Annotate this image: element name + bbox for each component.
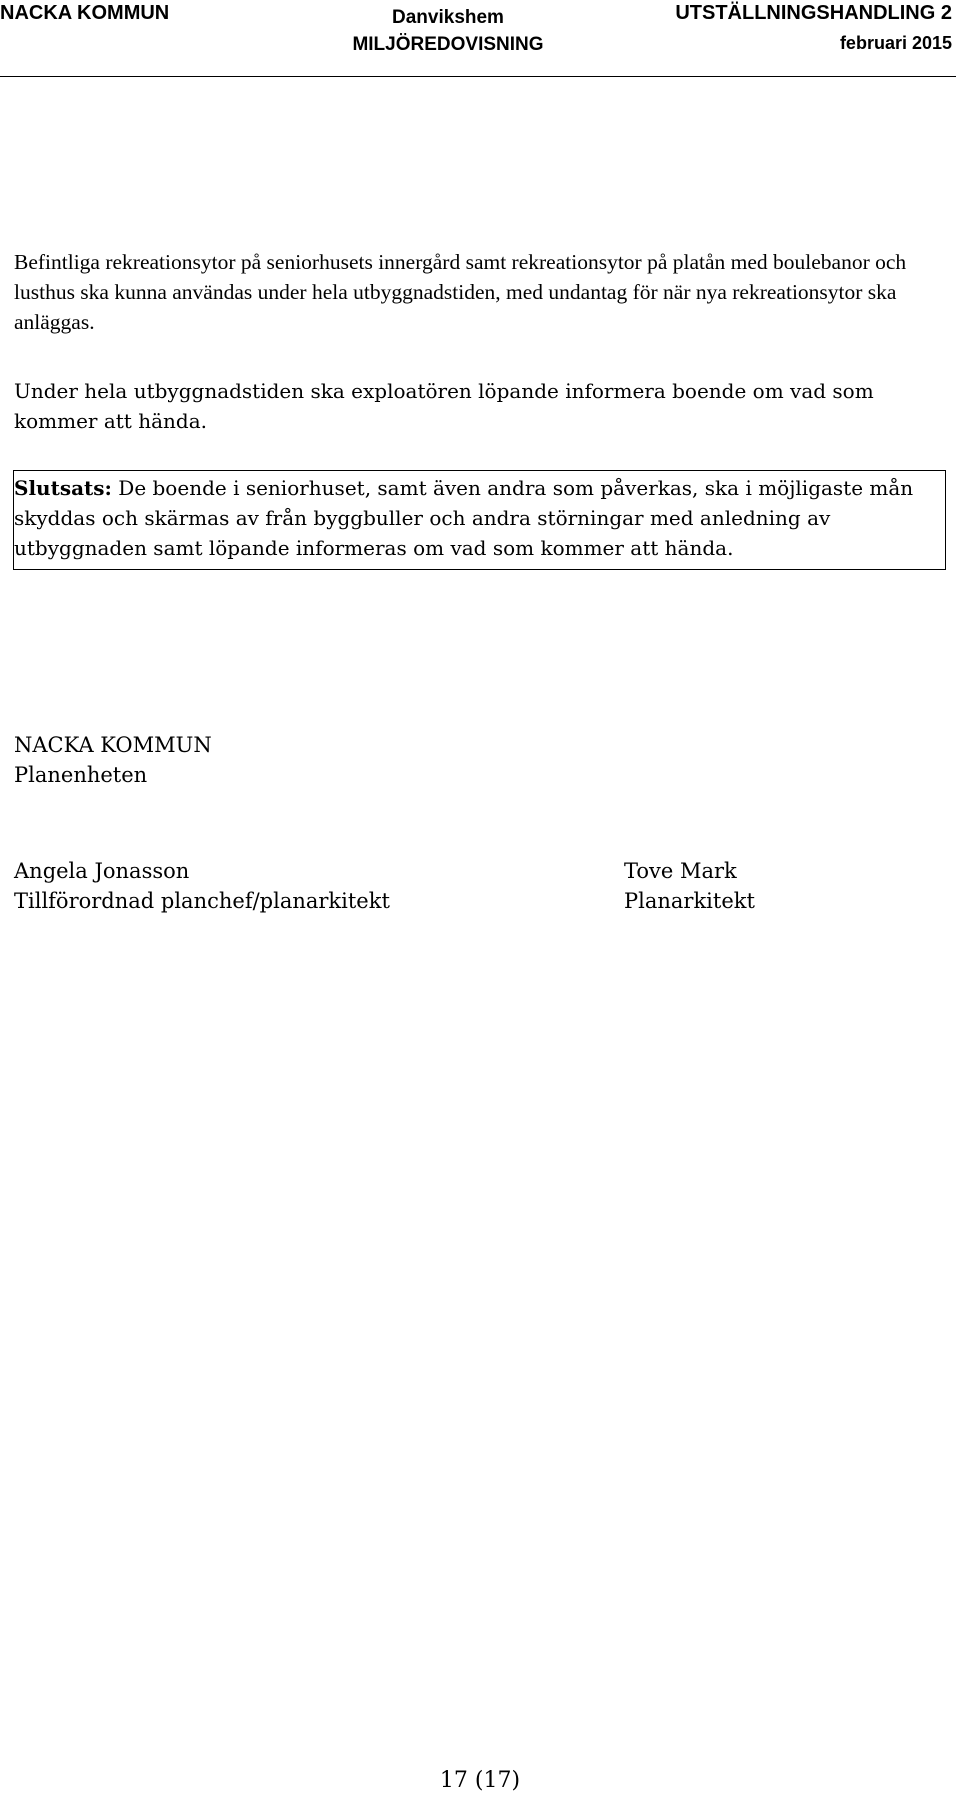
header-project: Danvikshem: [392, 7, 504, 28]
paragraph-information: Under hela utbyggnadstiden ska exploatören löpande informera boende om vad som kommer att hända.: [14, 379, 874, 433]
header-section: MILJÖREDOVISNING: [352, 34, 544, 55]
signer-2-name: Tove Mark: [624, 859, 737, 883]
conclusion-text: De boende i seniorhuset, samt även andra som påverkas, ska i möjligaste mån skyddas och skärmas av från byggbuller och andra störningar med anledning av utbyggnaden samt löpande informeras om vad som kommer att hända.: [14, 476, 914, 560]
signer-2-block: [624, 856, 755, 916]
header-document-type: UTSTÄLLNINGSHANDLING 2: [675, 2, 952, 24]
signer-1-title: Tillförordnad planchef/planarkitekt: [14, 889, 390, 913]
signer-1-name: Angela Jonasson: [14, 859, 190, 883]
signature-organization-block: [14, 730, 212, 790]
conclusion-box: [13, 470, 946, 570]
header-date: februari 2015: [839, 33, 952, 53]
header-document-info: [675, 2, 952, 53]
signer-1-block: [14, 856, 390, 916]
conclusion-label: Slutsats:: [14, 476, 112, 500]
signature-department: Planenheten: [14, 763, 148, 787]
page-header: [0, 0, 956, 77]
paragraph-recreation-areas: Befintliga rekreationsytor på seniorhusets innergård samt rekreationsytor på platån med boulebanor och lusthus ska kunna användas under hela utbyggnadstiden, med undantag för när nya rekreationsytor ska anläggas.: [14, 250, 907, 334]
page-number: 17 (17): [439, 1768, 521, 1793]
signer-2-title: Planarkitekt: [624, 889, 755, 913]
header-project-block: [333, 4, 563, 58]
header-organization: NACKA KOMMUN: [0, 2, 170, 24]
signature-organization: NACKA KOMMUN: [14, 733, 212, 757]
